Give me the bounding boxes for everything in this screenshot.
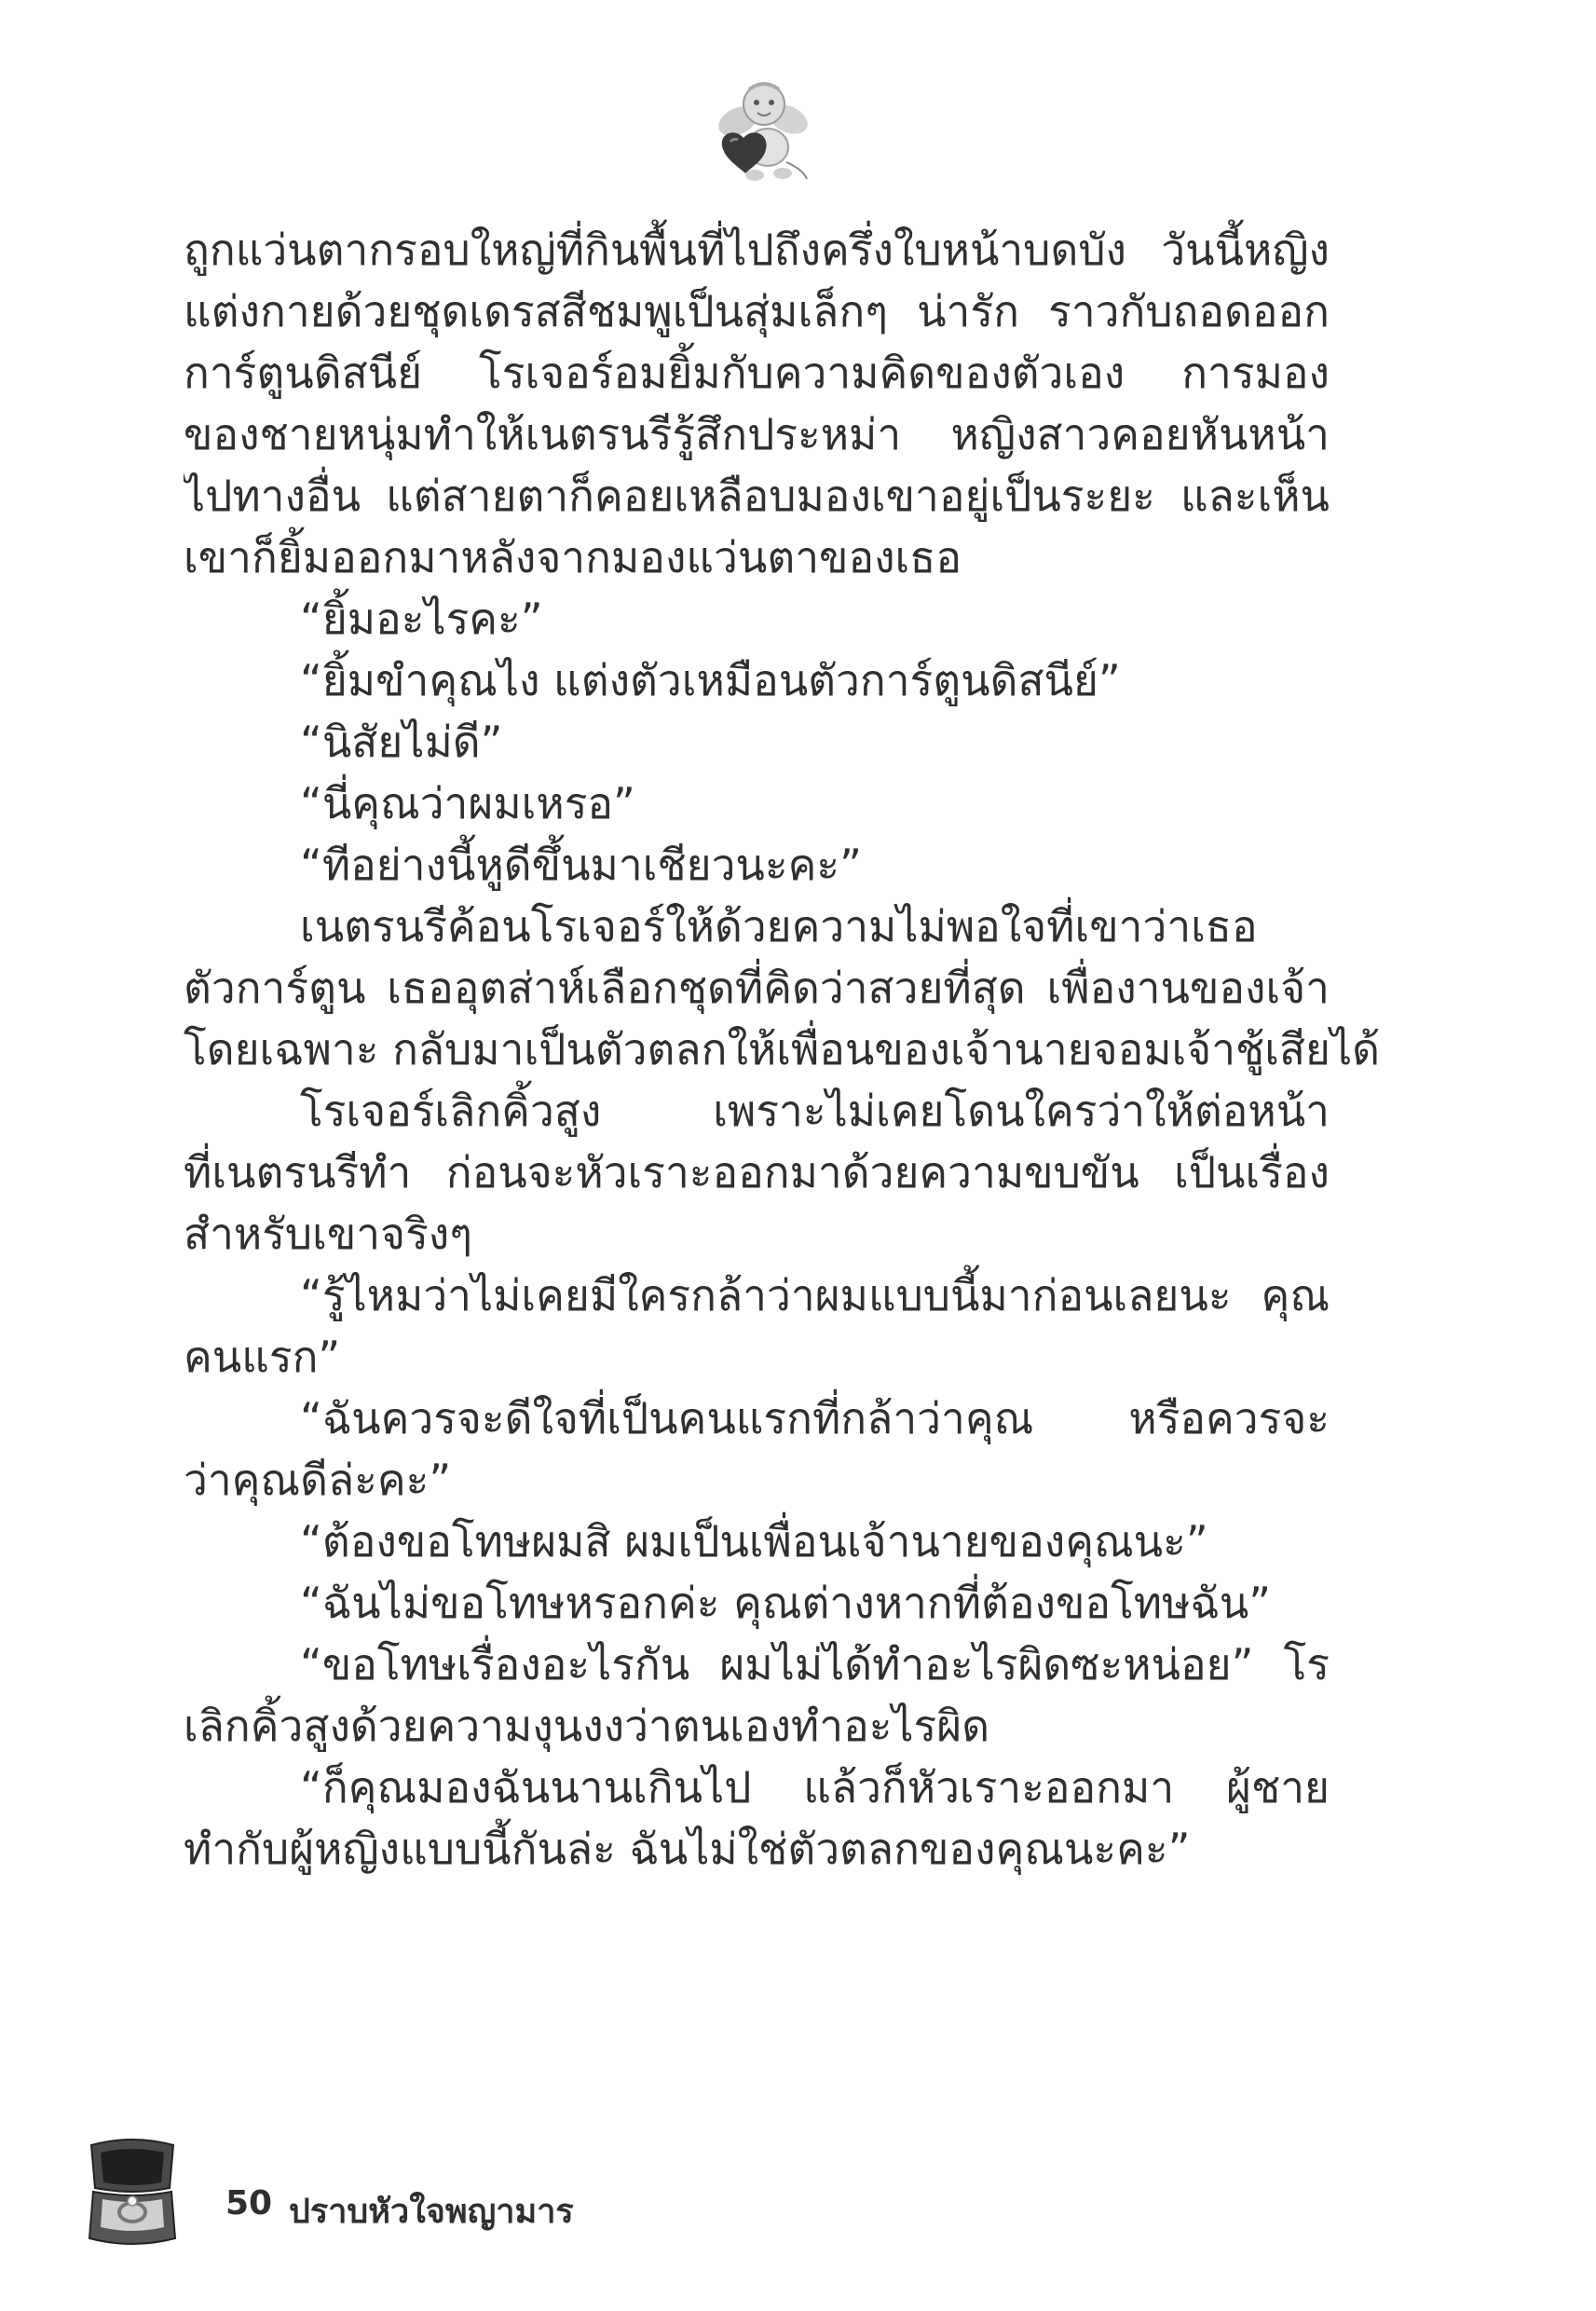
text-line: “นิสัยไม่ดี” bbox=[300, 717, 503, 767]
text-line: ทำกับผู้หญิงแบบนี้กันล่ะ ฉันไม่ใช่ตัวตลกของคุณนะคะ” bbox=[184, 1824, 1191, 1874]
text-line: “ขอโทษเรื่องอะไรกัน ผมไม่ได้ทำอะไรผิดซะหน่อย” โร bbox=[300, 1639, 1330, 1689]
text-line: ที่เนตรนรีทำ ก่อนจะหัวเราะออกมาด้วยความขบขัน เป็นเรื่อง bbox=[184, 1147, 1330, 1197]
text-line: โดยเฉพาะ กลับมาเป็นตัวตลกให้เพื่อนของเจ้านายจอมเจ้าชู้เสียได้ bbox=[184, 1024, 1381, 1074]
text-line: ของชายหนุ่มทำให้เนตรนรีรู้สึกประหม่า หญิงสาวคอยหันหน้า bbox=[184, 409, 1330, 459]
text-line: แต่งกายด้วยชุดเดรสสีชมพูเป็นสุ่มเล็กๆ น่ารัก ราวกับถอดออก bbox=[184, 286, 1330, 336]
text-line: “ฉันควรจะดีใจที่เป็นคนแรกที่กล้าว่าคุณ หรือควรจะ bbox=[300, 1393, 1330, 1443]
text-line: เนตรนรีค้อนโรเจอร์ให้ด้วยความไม่พอใจที่เขาว่าเธอ bbox=[300, 901, 1258, 951]
text-line: “ยิ้มขำคุณไง แต่งตัวเหมือนตัวการ์ตูนดิสนีย์” bbox=[300, 655, 1121, 705]
text-line: ตัวการ์ตูน เธออุตส่าห์เลือกชุดที่คิดว่าสวยที่สุด เพื่องานของเจ้า bbox=[184, 963, 1330, 1013]
text-line: “รู้ไหมว่าไม่เคยมีใครกล้าว่าผมแบบนี้มาก่อนเลยนะ คุณ bbox=[300, 1270, 1330, 1320]
text-line: “ก็คุณมองฉันนานเกินไป แล้วก็หัวเราะออกมา ผู้ชาย bbox=[300, 1762, 1330, 1812]
text-line: เลิกคิ้วสูงด้วยความงุนงงว่าตนเองทำอะไรผิด bbox=[184, 1701, 990, 1751]
text-line: “ต้องขอโทษผมสิ ผมเป็นเพื่อนเจ้านายของคุณนะ” bbox=[300, 1516, 1208, 1566]
text-line: คนแรก” bbox=[184, 1332, 341, 1382]
text-line: “ทีอย่างนี้หูดีขึ้นมาเชียวนะคะ” bbox=[300, 840, 862, 890]
text-line: สำหรับเขาจริงๆ bbox=[184, 1209, 472, 1259]
text-line: ว่าคุณดีล่ะคะ” bbox=[184, 1455, 452, 1505]
text-line: “ยิ้มอะไรคะ” bbox=[300, 594, 543, 644]
page-footer bbox=[84, 2134, 829, 2255]
text-line: ถูกแว่นตากรอบใหญ่ที่กินพื้นที่ไปถึงครึ่งใบหน้าบดบัง วันนี้หญิง bbox=[184, 225, 1330, 275]
page-number: 50 bbox=[225, 2184, 273, 2222]
cupid-heart-icon bbox=[706, 73, 818, 185]
text-line: ไปทางอื่น แต่สายตาก็คอยเหลือบมองเขาอยู่เป็นระยะ และเห็น bbox=[184, 471, 1330, 521]
text-line: การ์ตูนดิสนีย์ โรเจอร์อมยิ้มกับความคิดของตัวเอง การมอง bbox=[184, 348, 1330, 398]
ring-box-icon bbox=[84, 2134, 181, 2253]
book-title: ปราบหัวใจพญามาร bbox=[289, 2193, 574, 2231]
text-line: โรเจอร์เลิกคิ้วสูง เพราะไม่เคยโดนใครว่าให้ต่อหน้า bbox=[300, 1086, 1330, 1136]
text-line: เขาก็ยิ้มออกมาหลังจากมองแว่นตาของเธอ bbox=[184, 532, 962, 582]
text-line: “นี่คุณว่าผมเหรอ” bbox=[300, 778, 635, 828]
text-line: “ฉันไม่ขอโทษหรอกค่ะ คุณต่างหากที่ต้องขอโทษฉัน” bbox=[300, 1578, 1272, 1628]
body-text bbox=[184, 219, 1381, 1880]
